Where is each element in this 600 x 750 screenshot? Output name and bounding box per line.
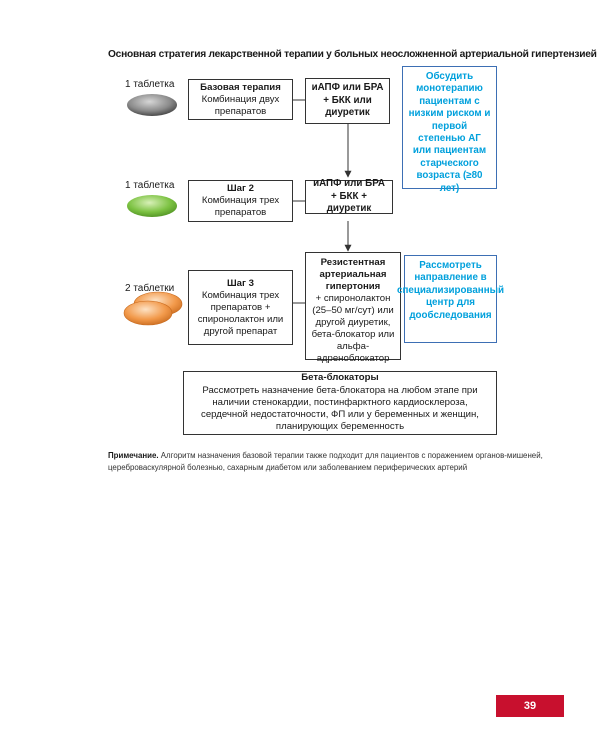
step-title: Шаг 2 [227, 183, 254, 194]
pill-green-icon [127, 195, 177, 217]
drug-box-2 [305, 180, 393, 214]
monotherapy-note-box [402, 66, 497, 194]
beta-blockers-box [183, 371, 497, 435]
resistant-ah-title: Резистентная артериальная гипертония [319, 257, 387, 292]
footnote-text: Алгоритм назначения базовой терапии также подходит для пациентов с поражением органов-мишеней, цереброваскулярной болезнью, сахарным диабетом или заболеванием периферических артерий [108, 451, 543, 472]
drug-box-base [305, 78, 390, 124]
step-text: Комбинация трех препаратов [201, 195, 280, 218]
footnote [108, 450, 548, 473]
resistant-ah-text: + спиронолактон (25–50 мг/сут) или другой диуретик, бета-блокатор или альфа-адреноблокатор [311, 293, 395, 364]
step-box-3 [188, 270, 293, 345]
footnote-label: Примечание. [108, 451, 159, 460]
step-title: Шаг 3 [227, 277, 254, 289]
beta-blockers-text: Рассмотреть назначение бета-блокатора на любом этапе при наличии стенокардии, постинфарктного кардиосклероза, сердечной недостаточности, ФП или у беременных и женщин, планирующих беременность [201, 384, 479, 433]
page-number: 39 [496, 695, 564, 717]
pill-label-row1: 1 таблетка [125, 79, 175, 90]
pill-gray-icon [127, 94, 177, 116]
step-title: Базовая терапия [200, 81, 281, 93]
beta-blockers-title: Бета-блокаторы [301, 372, 379, 384]
drug-text: иАПФ или БРА + БКК или диуретик [311, 82, 384, 119]
referral-note-text: Рассмотреть направление в специализированный центр для дообследования [397, 260, 504, 321]
pill-label-row3: 2 таблетки [125, 283, 175, 294]
page-title: Основная стратегия лекарственной терапии у больных неосложненной артериальной гипертензией [108, 49, 597, 60]
pill-orange-front-icon [124, 301, 172, 325]
drug-text: иАПФ или БРА + БКК + диуретик [313, 178, 385, 215]
monotherapy-note-text: Обсудить монотерапию пациентам с низким риском и первой степенью АГ или пациентам старческого возраста (≥80 лет) [408, 71, 491, 194]
referral-note-box [397, 255, 504, 343]
step-text: Комбинация трех препаратов + спиронолактон или другой препарат [197, 289, 284, 337]
resistant-ah-box [305, 252, 401, 364]
step-box-base [188, 79, 293, 120]
step-box-2 [188, 180, 293, 222]
pill-label-row2: 1 таблетка [125, 180, 175, 191]
step-text: Комбинация двух препаратов [201, 93, 280, 117]
